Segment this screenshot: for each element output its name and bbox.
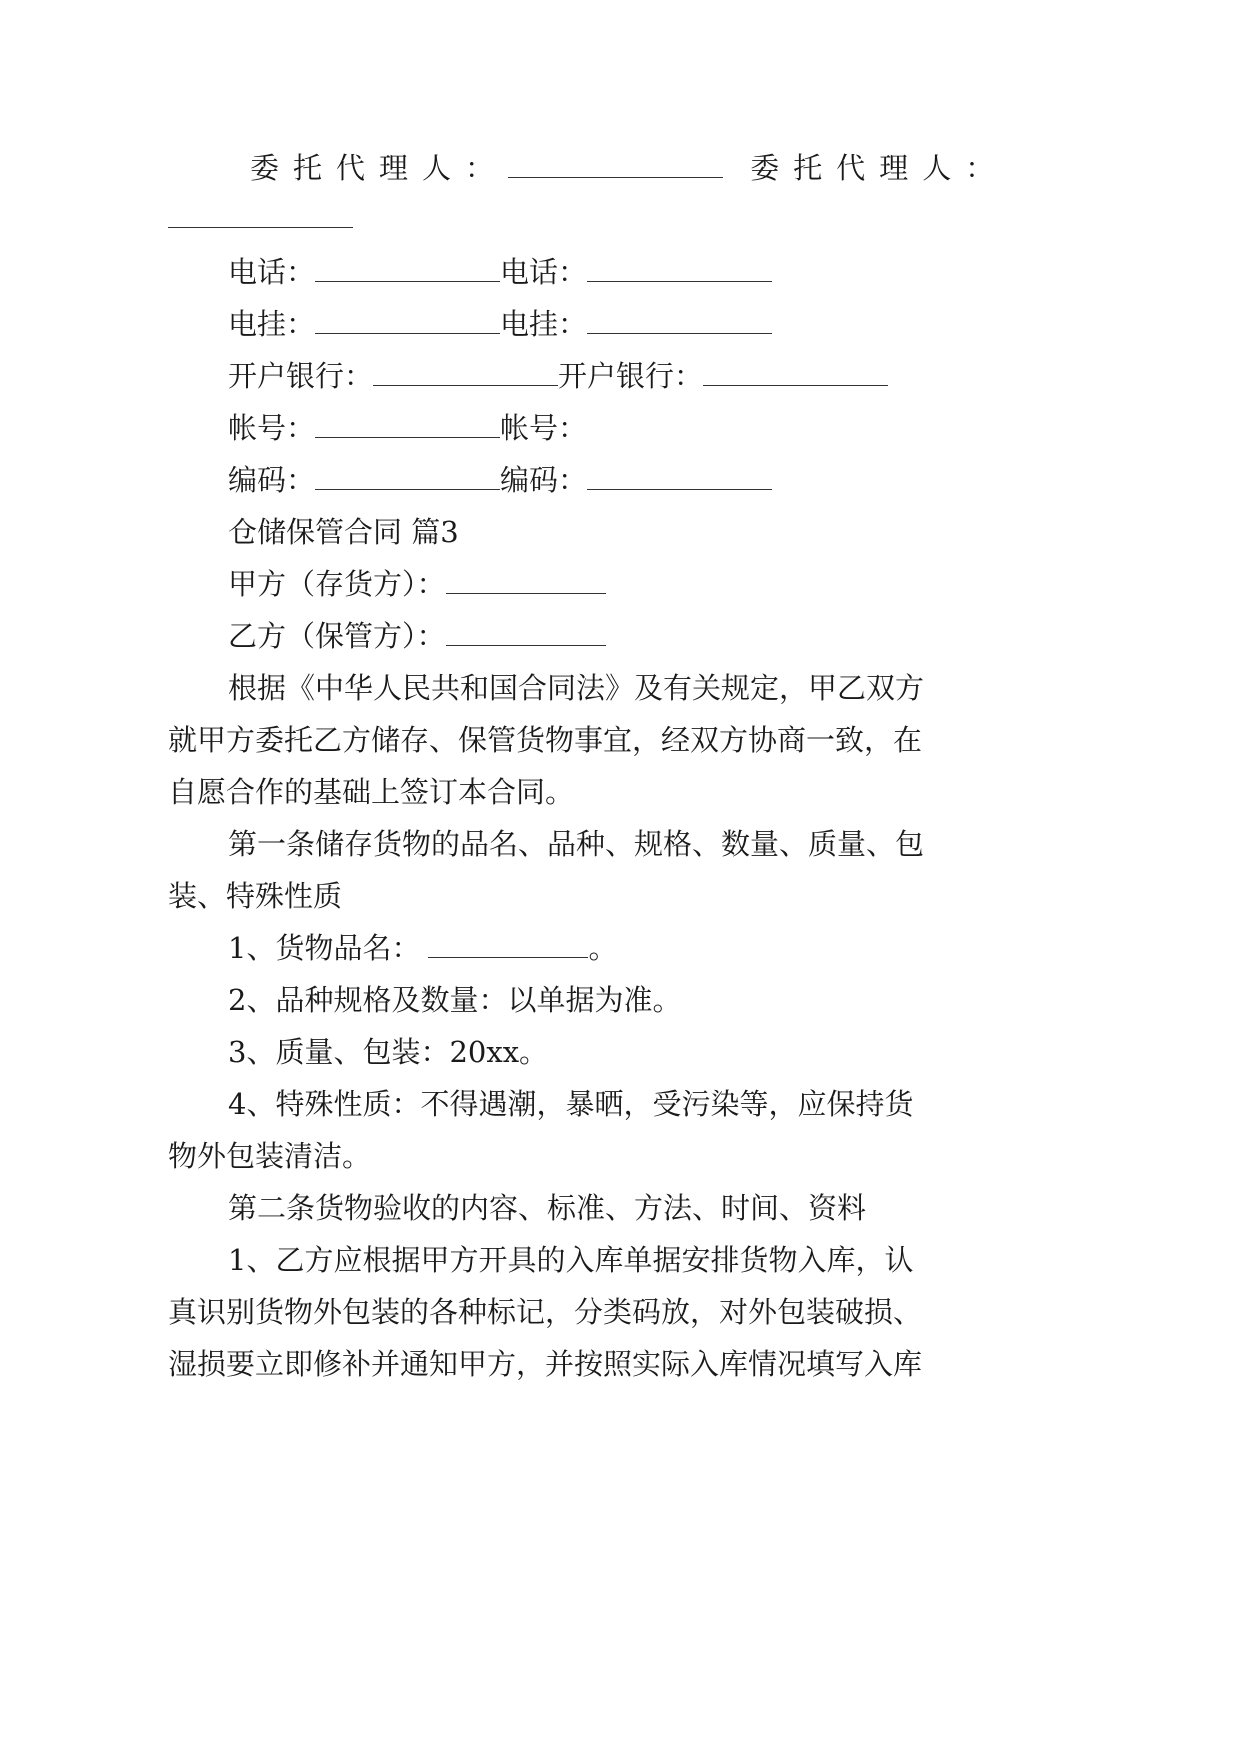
article1-line-2: 装、特殊性质 [168,879,343,913]
bank-blank-left [373,357,558,386]
code-label-right: 编码： [500,463,588,497]
item4-line-2: 物外包装清洁。 [168,1139,372,1173]
agent-blank-right-row [168,196,353,240]
party-b-row [228,614,606,658]
bank-label-left: 开户银行： [228,359,374,393]
bank-row [228,354,888,398]
phone-blank-right [587,253,772,282]
article1-line-1: 第一条储存货物的品名、品种、规格、数量、质量、包 [228,827,925,861]
item2-line: 2、品种规格及数量：以单据为准。 [228,983,682,1017]
agent-blank-left [508,149,723,178]
item1-suffix: 。 [588,931,618,965]
intro-line-2: 就甲方委托乙方储存、保管货物事宜，经双方协商一致，在 [168,723,923,757]
intro-line-1: 根据《中华人民共和国合同法》及有关规定，甲乙双方 [228,671,925,705]
phone-row [228,250,772,294]
fax-label-left: 电挂： [228,307,316,341]
phone-label-left: 电话： [228,255,316,289]
account-label-right: 帐号： [500,411,588,445]
party-b-blank [446,617,606,646]
article2-line: 第二条货物验收的内容、标准、方法、时间、资料 [228,1191,867,1225]
phone-blank-left [315,253,500,282]
article2-item1-line-2: 真识别货物外包装的各种标记，分类码放，对外包装破损、 [168,1295,923,1329]
fax-blank-right [587,305,772,334]
code-row [228,458,772,502]
code-label-left: 编码： [228,463,316,497]
account-label-left: 帐号： [228,411,316,445]
article2-item1-line-3: 湿损要立即修补并通知甲方，并按照实际入库情况填写入库 [168,1347,923,1381]
agent-row [250,146,1008,190]
code-blank-right [587,461,772,490]
fax-row [228,302,772,346]
item3-line: 3、质量、包装：20xx。 [228,1035,549,1069]
bank-blank-right [703,357,888,386]
agent-label-left: 委托代理人： [250,151,509,185]
party-a-label: 甲方（存货方）： [228,567,446,601]
party-a-blank [446,565,606,594]
party-b-label: 乙方（保管方）： [228,619,446,653]
intro-line-3: 自愿合作的基础上签订本合同。 [168,775,575,809]
item1-row [228,926,617,970]
agent-blank-right [168,199,353,228]
fax-blank-left [315,305,500,334]
fax-label-right: 电挂： [500,307,588,341]
account-row [228,406,587,450]
code-blank-left [315,461,500,490]
section-title: 仓储保管合同 篇3 [228,515,459,549]
account-blank-left [315,409,500,438]
item4-line-1: 4、特殊性质：不得遇潮，暴晒，受污染等，应保持货 [228,1087,914,1121]
item1-blank [428,929,588,958]
agent-label-right: 委托代理人： [750,151,1009,185]
bank-label-right: 开户银行： [558,359,704,393]
item1-prefix: 1、货物品名： [228,931,421,965]
article2-item1-line-1: 1、乙方应根据甲方开具的入库单据安排货物入库，认 [228,1243,914,1277]
phone-label-right: 电话： [500,255,588,289]
party-a-row [228,562,606,606]
